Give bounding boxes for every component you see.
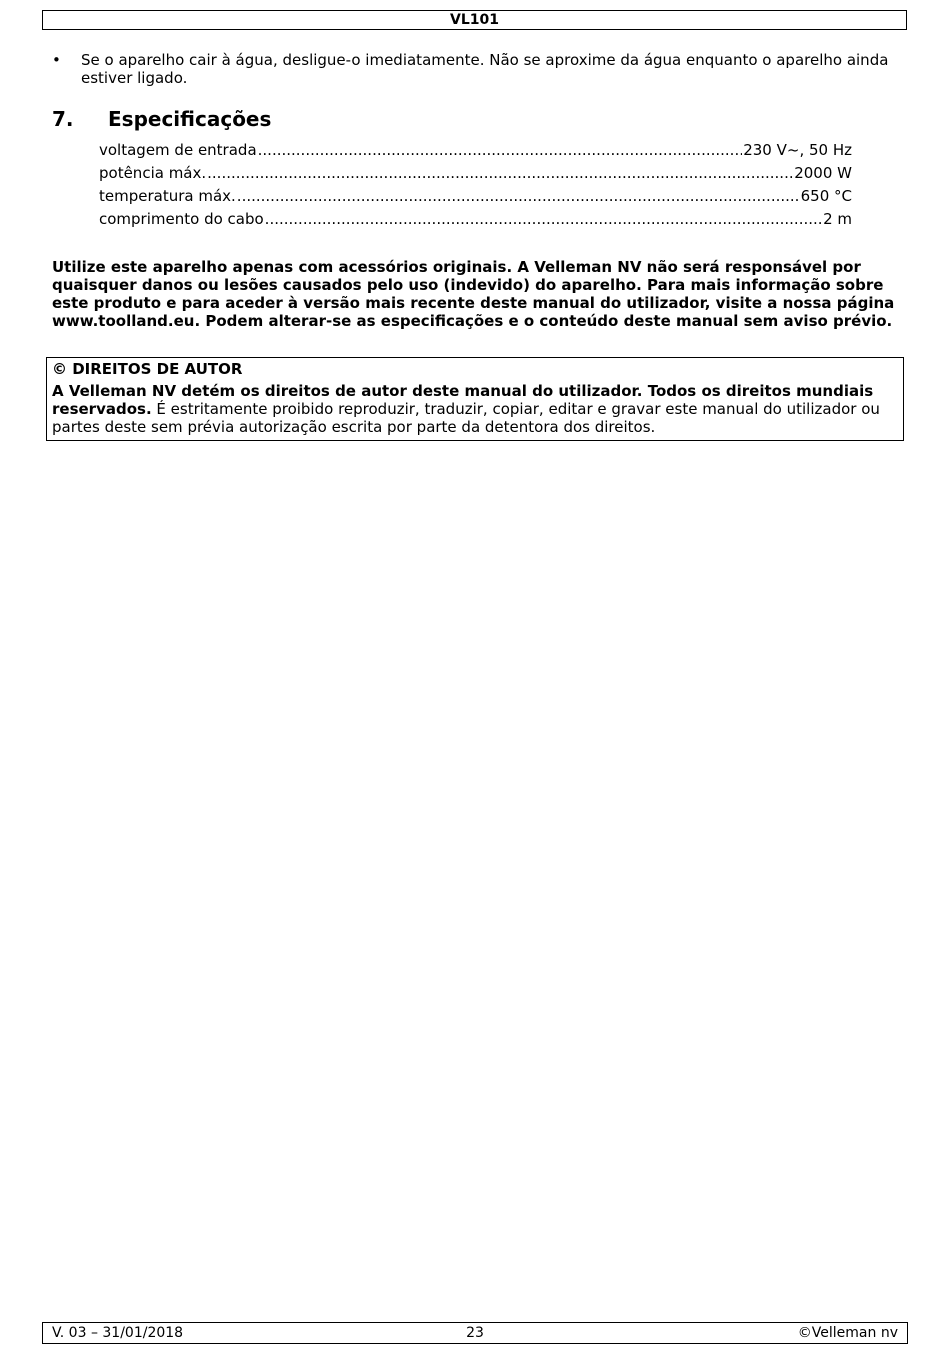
header-title: VL101 (450, 12, 499, 28)
spec-row (99, 210, 852, 233)
spec-label: voltagem de entrada (99, 141, 257, 159)
footer-brand: ©Velleman nv (797, 1325, 898, 1341)
section-title: Especificações (108, 107, 272, 131)
bullet-marker: • (52, 51, 61, 69)
page-header (42, 10, 907, 30)
spec-row (99, 187, 852, 210)
page-footer (42, 1322, 908, 1344)
spec-value: 230 V~, 50 Hz (743, 141, 852, 159)
specifications-list (99, 141, 852, 233)
footer-version: V. 03 – 31/01/2018 (52, 1325, 184, 1341)
copyright-body (52, 382, 898, 436)
dot-leader (207, 164, 793, 182)
dot-leader (237, 187, 800, 205)
section-number: 7. (52, 107, 74, 131)
spec-label: comprimento do cabo (99, 210, 264, 228)
copyright-box (46, 357, 904, 441)
footer-page-number: 23 (466, 1325, 484, 1341)
copyright-title: © DIREITOS DE AUTOR (52, 360, 243, 378)
spec-value: 650 °C (800, 187, 852, 205)
dot-leader (265, 210, 822, 228)
bullet-text: Se o aparelho cair à água, desligue-o imediatamente. Não se aproxime da água enquanto o aparelho ainda estiver ligado. (81, 51, 889, 87)
copyright-bold-text: A Velleman NV detém os direitos de autor deste manual do utilizador. Todos os direitos mundiais reservados. (52, 382, 874, 418)
spec-row (99, 164, 852, 187)
spec-label: temperatura máx. (99, 187, 236, 205)
copyright-text: É estritamente proibido reproduzir, traduzir, copiar, editar e gravar este manual do utilizador ou partes deste sem prévia autorização escrita por parte da detentora dos direitos. (52, 400, 880, 436)
safety-bullet (52, 51, 902, 87)
spec-value: 2000 W (794, 164, 852, 182)
spec-row (99, 141, 852, 164)
section-heading (52, 107, 271, 131)
spec-value: 2 m (823, 210, 852, 228)
spec-label: potência máx. (99, 164, 207, 182)
usage-notice: Utilize este aparelho apenas com acessórios originais. A Velleman NV não será responsável por quaisquer danos ou lesões causados pelo uso (indevido) do aparelho. Para mais informação sobre este produto e para aceder à versão mais recente deste manual do utilizador, visite a nossa página www.toolland.eu. Podem alterar-se as especificações e o conteúdo deste manual sem aviso prévio. (52, 258, 895, 330)
dot-leader (258, 141, 743, 159)
